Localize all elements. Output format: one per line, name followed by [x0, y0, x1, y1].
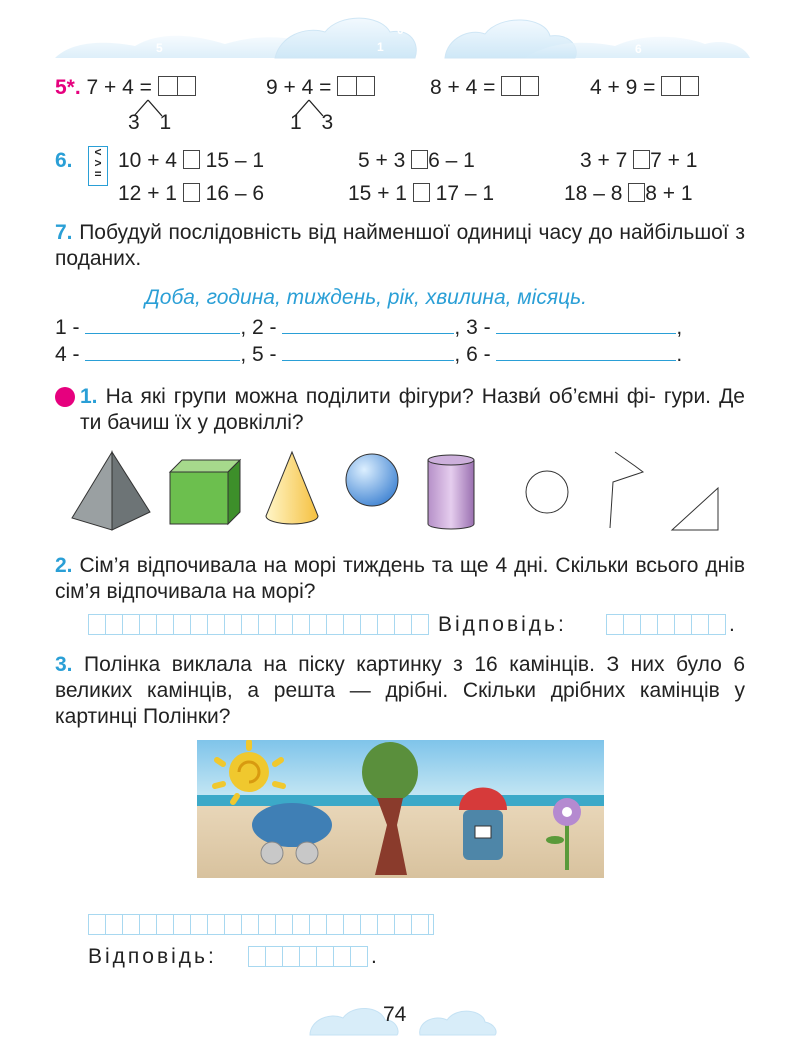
- split1: [128, 110, 171, 136]
- task6-r1c1: 10 + 4 15 – 1: [118, 149, 265, 172]
- cloud-number: 8: [697, 26, 704, 40]
- task7-text: Побудуй послідовність від найменшої одиниці часу до найбільшої з поданих.: [55, 221, 745, 270]
- task2-answer-grid[interactable]: [606, 614, 726, 640]
- task3-answer-label: Відповідь:: [88, 945, 217, 968]
- task2-number: 2.: [55, 554, 73, 577]
- answer-line[interactable]: [282, 333, 454, 334]
- answer-line[interactable]: [496, 333, 676, 334]
- compare-box[interactable]: [411, 150, 428, 169]
- task7-words: Доба, година, тиждень, рік, хвилина, місяць.: [145, 286, 587, 309]
- cloud-number: 0: [397, 23, 404, 37]
- sign-greater: >: [94, 156, 102, 170]
- answer-line[interactable]: [85, 360, 240, 361]
- task5-expr-3: 8 + 4 =: [430, 76, 496, 99]
- circle-icon: [526, 471, 568, 513]
- answer-line[interactable]: [282, 360, 454, 361]
- task6-r2c1: 12 + 1 16 – 6: [118, 182, 265, 205]
- cylinder-icon: [428, 455, 474, 529]
- sphere-icon: [346, 454, 398, 506]
- task6-r1c2: 5 + 3 6 – 1: [358, 149, 475, 172]
- sign-equal: =: [94, 167, 102, 181]
- task3-dot: .: [371, 945, 377, 968]
- task6-number: 6.: [55, 149, 73, 172]
- compare-box[interactable]: [413, 183, 430, 202]
- task5-expr-1: 7 + 4 =: [86, 76, 152, 99]
- cloud-number: 6: [635, 42, 642, 56]
- task5-expr-4: 4 + 9 =: [590, 76, 656, 99]
- beach-picture: [197, 740, 604, 878]
- task6-r2c2: 15 + 1 17 – 1: [348, 182, 495, 205]
- answer-box[interactable]: [337, 76, 375, 96]
- task6-r1c3: 3 + 7 7 + 1: [580, 149, 698, 172]
- task2: [55, 553, 745, 605]
- compare-box[interactable]: [183, 150, 200, 169]
- cloud-decoration-icon: [55, 8, 750, 62]
- cloud-number: 2: [424, 40, 431, 54]
- task7-row1: 1 - , 2 - , 3 - ,: [55, 316, 683, 339]
- page-number: 74: [383, 1003, 407, 1026]
- header-cloud-band: [55, 8, 750, 62]
- broken-line-icon: [610, 452, 643, 528]
- cloud-number: 1: [377, 40, 384, 54]
- compare-box[interactable]: [183, 183, 200, 202]
- split-digit: 1: [290, 111, 302, 134]
- task2-solution-grid[interactable]: [88, 614, 429, 640]
- answer-box[interactable]: [158, 76, 196, 96]
- task2-text: Сім’я відпочивала на морі тиждень та ще 4 дні. Скільки всього днів сім’я відпочивала на морі?: [55, 554, 745, 603]
- task7: [55, 220, 745, 272]
- shapes-task-number: 1.: [80, 385, 98, 408]
- shapes-task: [80, 384, 745, 436]
- cloud-number: 3: [221, 27, 228, 41]
- task5-expr-2: 9 + 4 =: [266, 76, 332, 99]
- cloud-number: 4: [565, 28, 572, 42]
- split-digit: 3: [321, 111, 334, 134]
- cone-icon: [266, 452, 318, 524]
- house-stone-icon: [459, 788, 507, 861]
- answer-box[interactable]: [501, 76, 539, 96]
- split-digit: 3: [128, 111, 140, 134]
- answer-line[interactable]: [496, 360, 676, 361]
- answer-line[interactable]: [85, 333, 240, 334]
- compare-box[interactable]: [628, 183, 645, 202]
- task3: [55, 652, 745, 730]
- sign-less: <: [94, 145, 102, 159]
- task2-dot: .: [729, 613, 735, 636]
- shapes-task-text: На які групи можна поділити фігури? Назви́ об’ємні фі- гури. Де ти бачиш їх у довкіллі?: [80, 385, 745, 434]
- task2-answer-label: Відповідь:: [438, 613, 567, 636]
- compare-box[interactable]: [633, 150, 650, 169]
- triangle-icon: [672, 488, 718, 530]
- cloud-number: 5: [156, 41, 163, 55]
- pink-dot-icon: [55, 387, 75, 407]
- task5-expr-4-wrap: [590, 75, 699, 101]
- signs-box: [88, 146, 108, 186]
- cube-icon: [170, 460, 240, 524]
- task3-answer-grid[interactable]: [248, 946, 368, 972]
- task7-number: 7.: [55, 221, 73, 244]
- task6-r2c3: 18 – 8 8 + 1: [564, 182, 693, 205]
- task5-expr-3-wrap: [430, 75, 539, 101]
- answer-box[interactable]: [661, 76, 699, 96]
- task3-solution-grid[interactable]: [88, 914, 434, 940]
- split2: [290, 110, 333, 136]
- task5-number: 5*.: [55, 76, 81, 99]
- cloud-number: 7: [107, 23, 114, 37]
- task7-row2: 4 - , 5 - , 6 - .: [55, 343, 683, 366]
- task3-text: Полінка виклала на піску картинку з 16 камінців. З них було 6 великих камінців, а решта — дрібні. Скільки дрібних камінців у картинці Полінки?: [55, 653, 745, 728]
- pyramid-icon: [72, 452, 150, 530]
- shapes-row: [70, 450, 740, 540]
- split-digit: 1: [159, 111, 172, 134]
- task3-number: 3.: [55, 653, 73, 676]
